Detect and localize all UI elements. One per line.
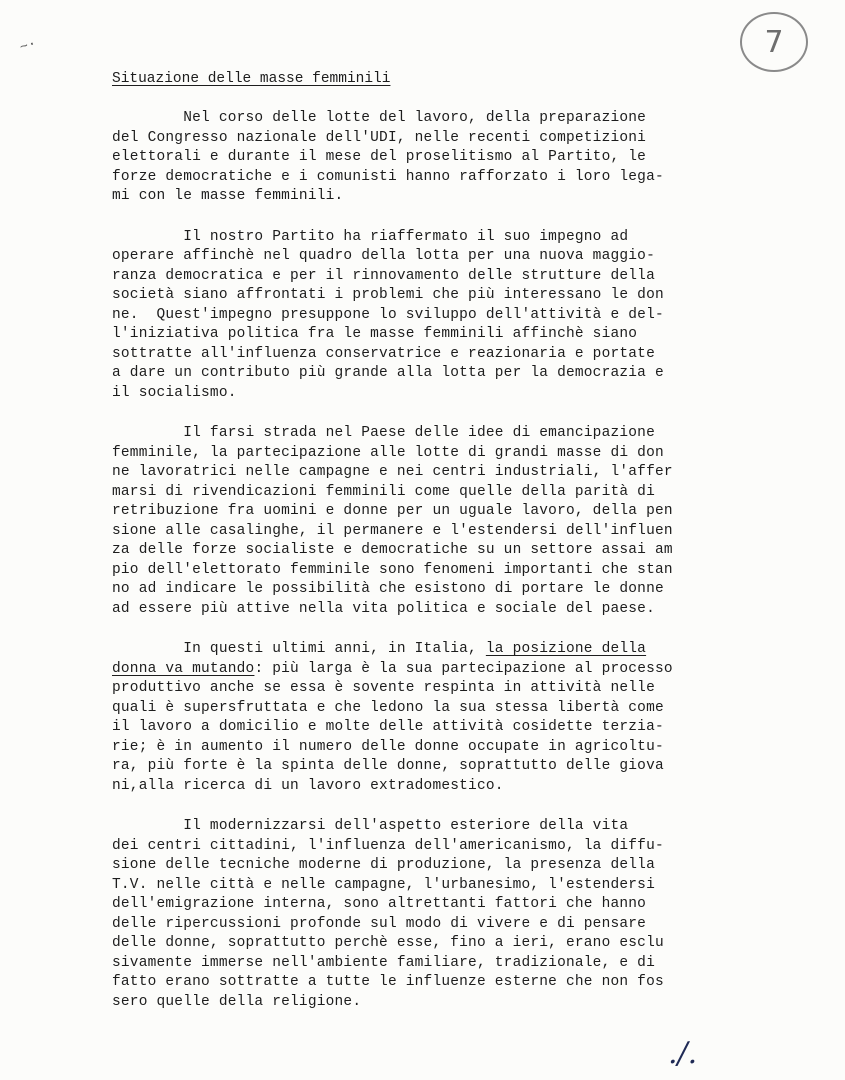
text-line: delle donne, soprattutto perchè esse, fino a ieri, erano esclu	[112, 935, 664, 951]
text-line: società siano affrontati i problemi che più interessano le don	[112, 287, 664, 303]
text-line: sione alle casalinghe, il permanere e l'estendersi dell'influen	[112, 522, 673, 539]
text-line: ne lavoratrici nelle campagne e nei centri industriali, l'affer	[112, 464, 673, 480]
text-line: Il farsi strada nel Paese delle idee di emancipazione	[112, 425, 655, 441]
text-line: retribuzione fra uomini e donne per un uguale lavoro, della pen	[112, 503, 673, 519]
text-line: delle ripercussioni profonde sul modo di vivere e di pensare	[112, 915, 647, 932]
text-line	[112, 640, 812, 660]
text-line: fatto erano sottratte a tutte le influenze esterne che non fos	[112, 974, 664, 990]
text-line: sottratte all'influenza conservatrice e reazionaria e portate	[112, 345, 655, 362]
text-line: ad essere più attive nella vita politica e sociale del paese.	[112, 600, 655, 617]
text-line: no ad indicare le possibilità che esistono di portare le donne	[112, 581, 664, 597]
paragraph-4	[112, 640, 812, 796]
text-line: produttivo anche se essa è sovente respinta in attività nelle	[112, 680, 655, 696]
text-line: sivamente immerse nell'ambiente familiare, tradizionale, e di	[112, 954, 655, 971]
text-line: Il modernizzarsi dell'aspetto esteriore della vita	[112, 818, 629, 834]
text-line: rie; è in aumento il numero delle donne occupate in agricoltu-	[112, 738, 664, 755]
text-line: ra, più forte è la spinta delle donne, soprattutto delle giova	[112, 758, 664, 774]
underlined-phrase: la posizione della	[485, 641, 647, 657]
stray-pen-mark: ~·	[17, 35, 40, 57]
text-line: operare affinchè nel quadro della lotta per una nuova maggio-	[112, 248, 655, 264]
text-line: il socialismo.	[112, 384, 237, 401]
text-line: za delle forze socialiste e democratiche su un settore assai am	[112, 542, 673, 558]
text-line: l'iniziativa politica fra le masse femminili affinchè siano	[112, 326, 638, 342]
text-line: ne. Quest'impegno presuppone lo sviluppo dell'attività e del-	[112, 306, 664, 323]
text-line: Nel corso delle lotte del lavoro, della preparazione	[112, 110, 647, 126]
text-line: femminile, la partecipazione alle lotte di grandi masse di don	[112, 444, 664, 461]
continuation-mark: ./.	[668, 1036, 698, 1071]
underlined-phrase: donna va mutando	[112, 660, 255, 677]
text-line: marsi di rivendicazioni femminili come quelle della parità di	[112, 483, 655, 500]
text-segment: In questi ultimi anni, in Italia,	[112, 641, 486, 657]
text-line: pio dell'elettorato femminile sono fenomeni importanti che stan	[112, 561, 673, 578]
text-line: forze democratiche e i comunisti hanno rafforzato i loro lega-	[112, 168, 664, 185]
text-line	[112, 660, 812, 680]
text-line: quali è supersfruttata e che ledono la sua stessa libertà come	[112, 699, 664, 716]
text-line: Il nostro Partito ha riaffermato il suo impegno ad	[112, 228, 629, 245]
text-line: T.V. nelle città e nelle campagne, l'urbanesimo, l'estendersi	[112, 876, 655, 893]
text-line: a dare un contributo più grande alla lotta per la democrazia e	[112, 365, 664, 381]
text-line: mi con le masse femminili.	[112, 188, 344, 204]
paragraph-1	[112, 109, 812, 207]
text-line: dell'emigrazione interna, sono altrettanti fattori che hanno	[112, 896, 647, 912]
text-line: elettorali e durante il mese del proselitismo al Partito, le	[112, 149, 647, 165]
text-line: del Congresso nazionale dell'UDI, nelle recenti competizioni	[112, 129, 647, 146]
document-body	[112, 109, 812, 1033]
paragraph-2	[112, 228, 812, 404]
paragraph-3	[112, 424, 812, 619]
text-line: dei centri cittadini, l'influenza dell'americanismo, la diffu-	[112, 837, 664, 854]
text-line: ranza democratica e per il rinnovamento delle strutture della	[112, 267, 655, 284]
text-line: sione delle tecniche moderne di produzione, la presenza della	[112, 857, 655, 873]
text-segment: : più larga è la sua partecipazione al processo	[254, 660, 673, 677]
text-line: sero quelle della religione.	[112, 993, 362, 1010]
text-line: ni,alla ricerca di un lavoro extradomestico.	[112, 777, 504, 794]
text-line: il lavoro a domicilio e molte delle attività cosidette terzia-	[112, 719, 664, 735]
paragraph-5	[112, 817, 812, 1012]
document-title: Situazione delle masse femminili	[112, 71, 391, 87]
page-number-circled	[740, 12, 808, 72]
page-number-text: 7	[764, 24, 784, 60]
